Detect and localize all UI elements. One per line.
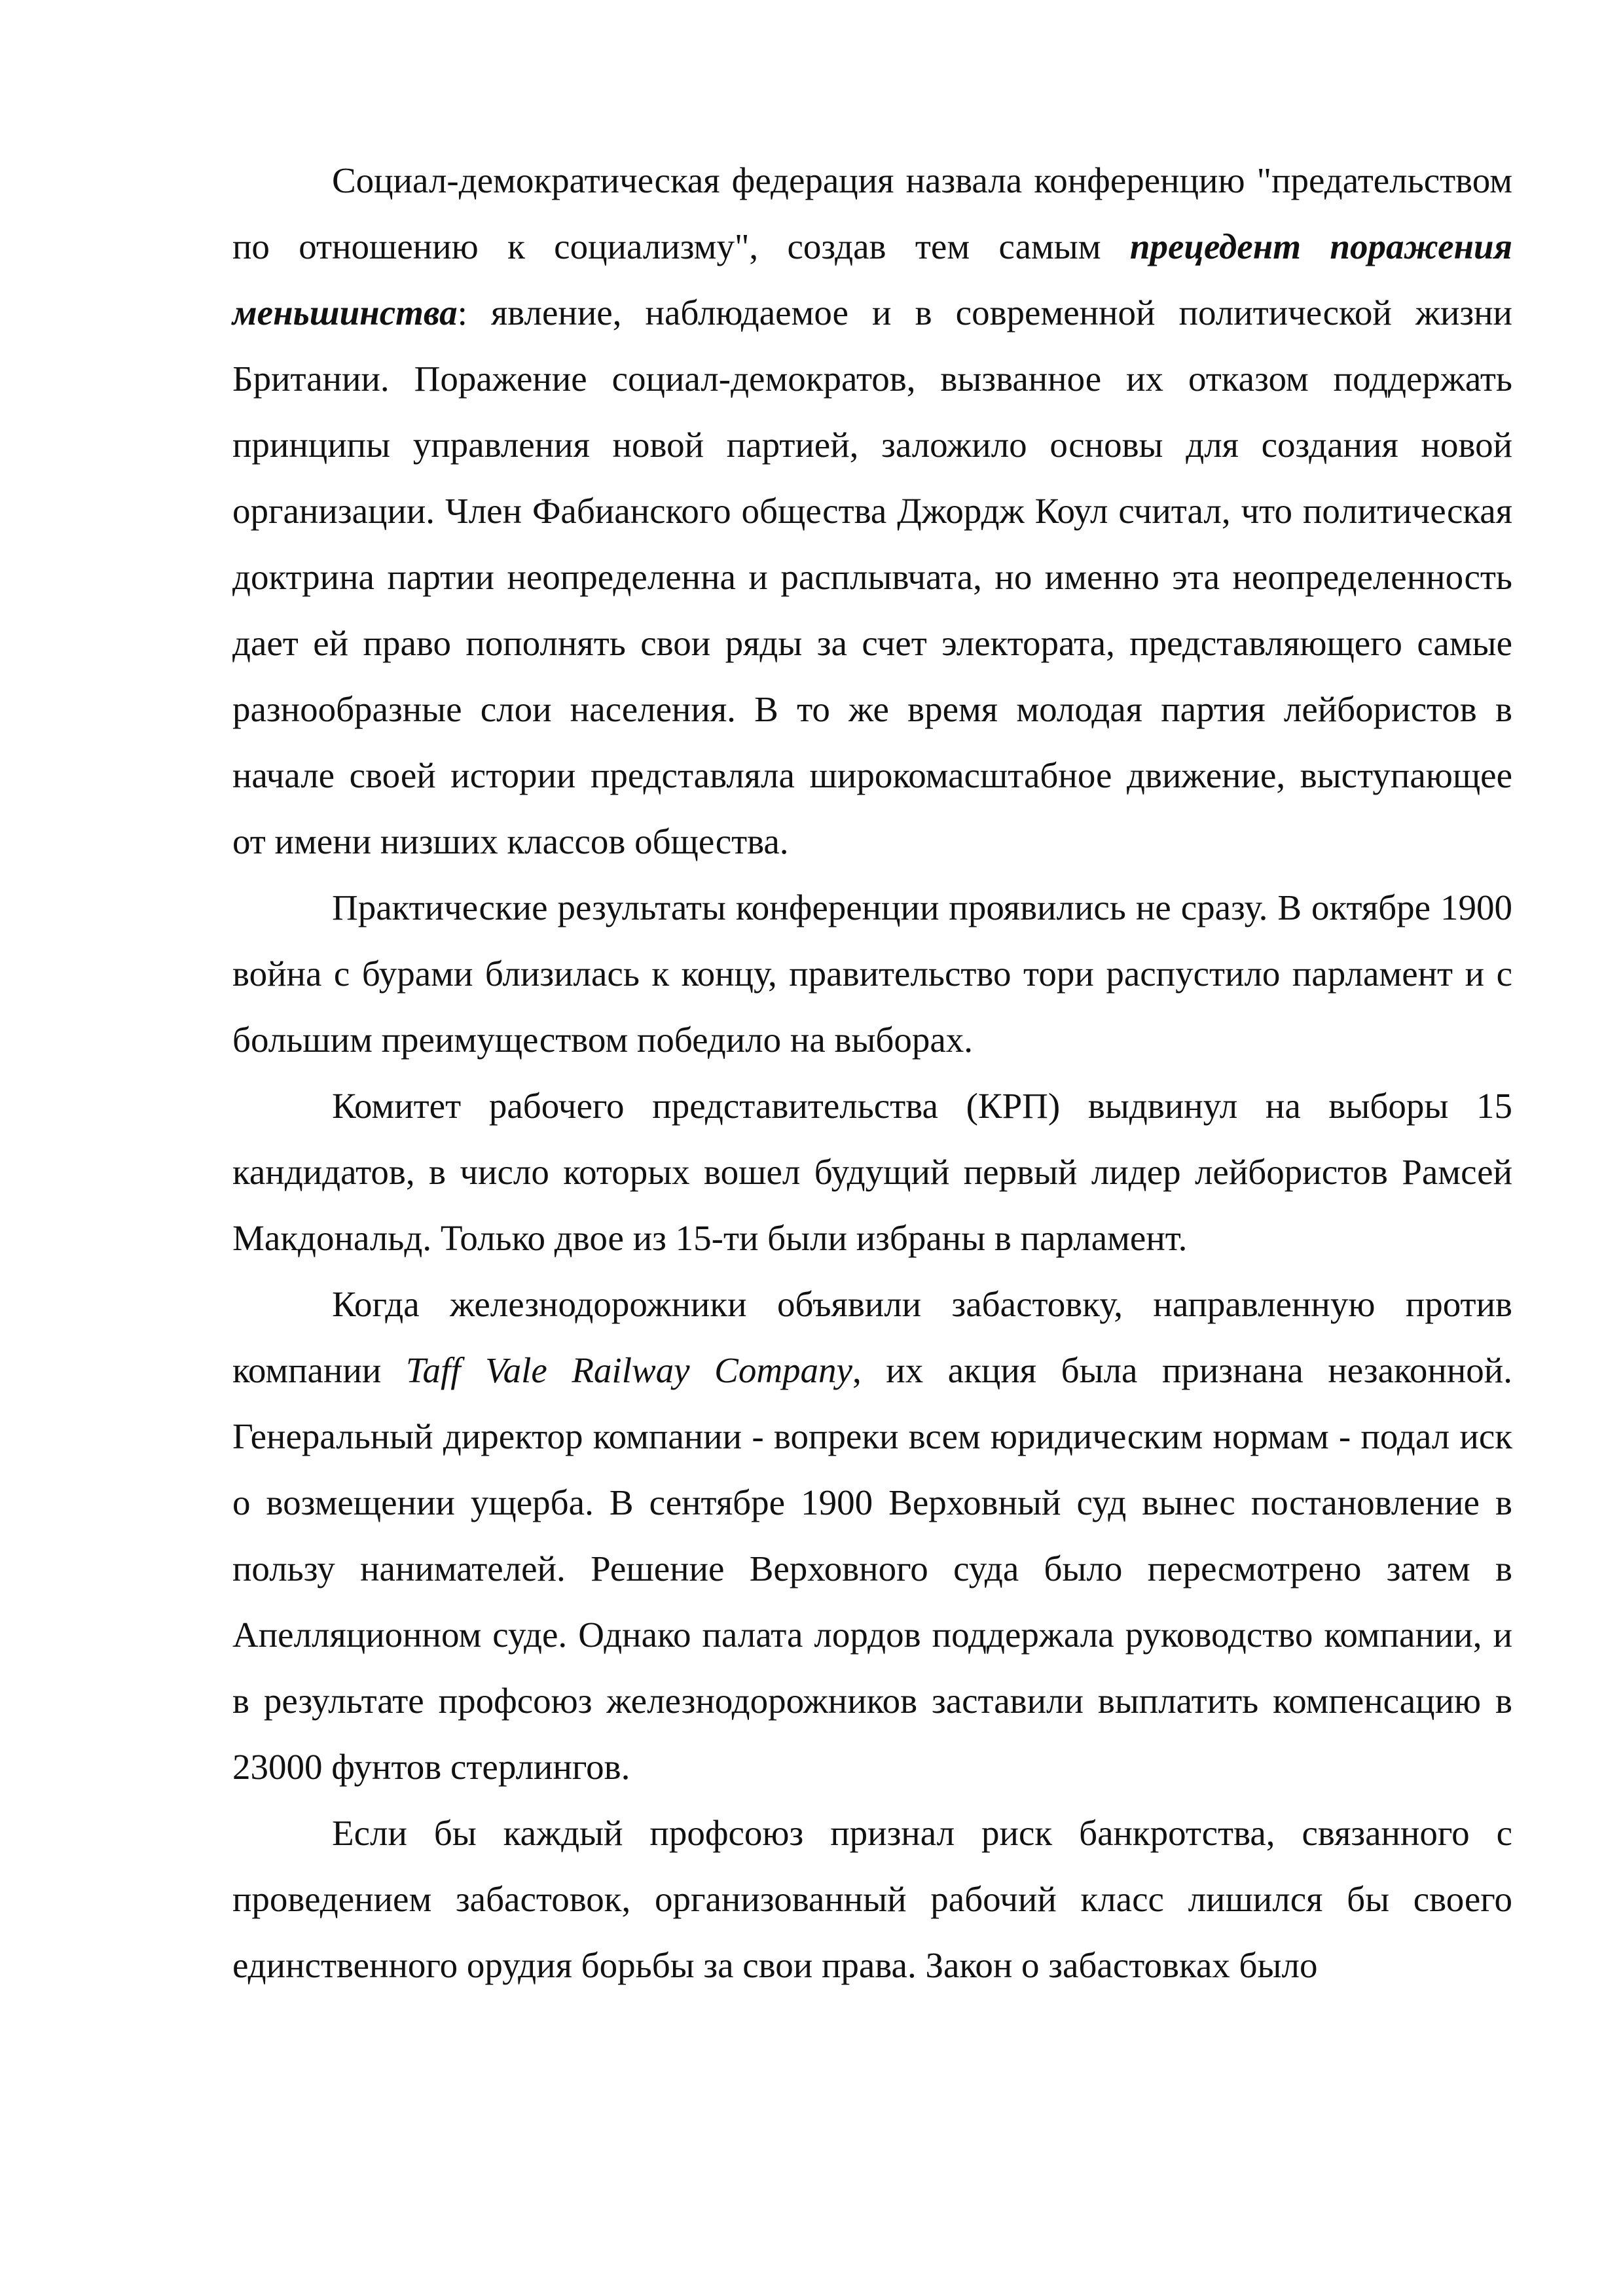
paragraph-4-text-start: Когда железнодорожники объявили забастовку, направленную против компании [232,1284,1512,1390]
paragraph-3 [232,1073,1512,1271]
paragraph-4-text-end: , их акция была признана незаконной. Генеральный директор компании - вопреки всем юридическим нормам - подал иск о возмещении ущерба. В сентябре 1900 Верховный суд вынес постановление в пользу нанимателей. Решение Верховного суда было пересмотрено затем в Апелляционном суде. Однако палата лордов поддержала руководство компании, и в результате профсоюз железнодорожников заставили выплатить компенсацию в 23000 фунтов стерлингов. [232,1350,1512,1787]
document-page [232,147,1512,1998]
paragraph-3-text: Комитет рабочего представительства (КРП) выдвинул на выборы 15 кандидатов, в число которых вошел будущий первый лидер лейбористов Рамсей Макдональд. Только двое из 15-ти были избраны в парламент. [232,1086,1512,1258]
paragraph-1 [232,147,1512,874]
paragraph-4 [232,1271,1512,1800]
paragraph-5-text: Если бы каждый профсоюз признал риск банкротства, связанного с проведением забастовок, организованный рабочий класс лишился бы своего единственного орудия борьбы за свои права. Закон о забастовках было [232,1813,1512,1985]
company-name: Taff Vale Railway Company [405,1350,852,1390]
paragraph-1-text-start: Социал-демократическая федерация назвала конференцию "предательством по отношению к социализму", создав тем самым [232,160,1512,266]
paragraph-5 [232,1800,1512,1998]
paragraph-1-text-end: : явление, наблюдаемое и в современной политической жизни Британии. Поражение социал-демократов, вызванное их отказом поддержать принципы управления новой партией, заложило основы для создания новой организации. Член Фабианского общества Джордж Коул считал, что политическая доктрина партии неопределенна и расплывчата, но именно эта неопределенность дает ей право пополнять свои ряды за счет электората, представляющего самые разнообразные слои населения. В то же время молодая партия лейбористов в начале своей истории представляла широкомасштабное движение, выступающее от имени низших классов общества. [232,293,1512,861]
paragraph-2 [232,874,1512,1073]
emphasized-term: прецедент поражения меньшинства [232,226,1512,332]
paragraph-2-text: Практические результаты конференции проявились не сразу. В октябре 1900 война с бурами близилась к концу, правительство тори распустило парламент и с большим преимуществом победило на выборах. [232,888,1512,1060]
